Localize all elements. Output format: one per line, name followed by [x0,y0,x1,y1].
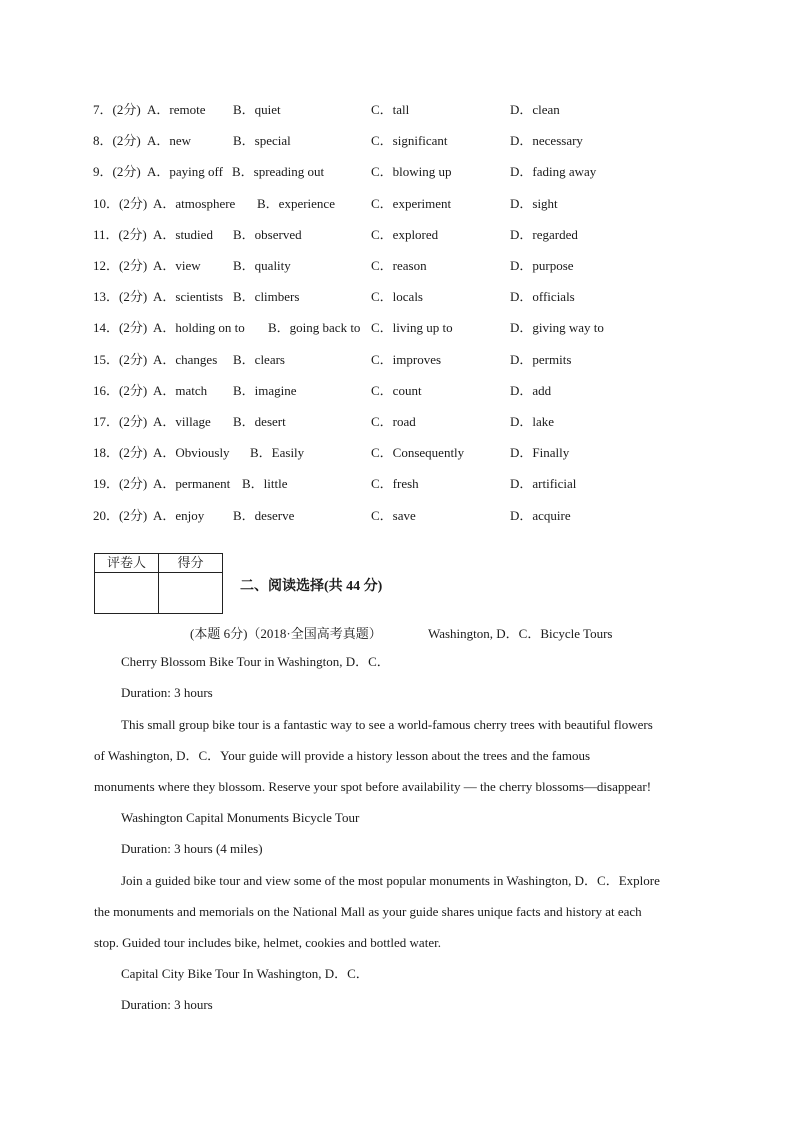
option-b: B．clears [233,352,285,367]
paragraph-line: stop. Guided tour includes bike, helmet, cookies and bottled water. [94,935,441,950]
option-b: B．special [233,133,291,148]
option-c: C．Consequently [371,445,465,460]
option-c: C．fresh [371,476,419,491]
option-d: D．giving way to [510,320,604,335]
question-row [93,163,713,181]
paragraph-line: monuments where they blossom. Reserve your spot before availability — the cherry blossoms—disappear! [94,779,652,794]
option-d: D．fading away [510,164,597,179]
option-a: A．changes [153,352,218,367]
option-b: B．spreading out [232,164,325,179]
option-c: C．living up to [371,320,453,335]
option-c: C．tall [371,102,410,117]
question-number: 16．(2分) [93,383,148,398]
option-d: D．artificial [510,476,577,491]
option-a: A．studied [153,227,213,242]
question-row [93,319,713,337]
option-b: B．going back to [268,320,361,335]
option-a: A．atmosphere [153,196,236,211]
tour-title: Cherry Blossom Bike Tour in Washington, D．C． [121,654,390,669]
option-b: B．quality [233,258,291,273]
question-row [93,351,713,369]
option-b: B．little [242,476,288,491]
option-a: A．village [153,414,211,429]
passage-title: Washington, D．C．Bicycle Tours [428,626,613,641]
score-cell[interactable] [159,573,223,614]
option-c: C．save [371,508,416,523]
paragraph-line: of Washington, D．C．Your guide will provide a history lesson about the trees and the famous [94,748,591,763]
option-b: B．desert [233,414,286,429]
question-row [93,288,713,306]
option-b: B．Easily [250,445,305,460]
paragraph-line: the monuments and memorials on the National Mall as your guide shares unique facts and history at each [94,904,642,919]
option-c: C．explored [371,227,439,242]
paragraph-line: Join a guided bike tour and view some of the most popular monuments in Washington, D．C．Explore [121,873,660,888]
reviewer-header: 评卷人 [95,554,159,573]
question-row [93,507,713,525]
source-note: (本题 6分)（2018·全国高考真题） [190,626,382,641]
option-d: D．sight [510,196,558,211]
paragraph-line: This small group bike tour is a fantastic way to see a world-famous cherry trees with beautiful flowers [121,717,653,732]
option-d: D．purpose [510,258,574,273]
tour-title: Capital City Bike Tour In Washington, D．C． [121,966,369,981]
option-d: D．regarded [510,227,578,242]
option-b: B．imagine [233,383,297,398]
option-a: A．Obviously [153,445,230,460]
option-d: D．officials [510,289,575,304]
option-a: A．permanent [153,476,231,491]
section-title: 二、阅读选择(共 44 分) [240,579,383,594]
tour-title: Washington Capital Monuments Bicycle Tour [121,810,360,825]
question-number: 18．(2分) [93,445,148,460]
option-a: A．paying off [147,164,223,179]
option-a: A．remote [147,102,206,117]
option-c: C．locals [371,289,423,304]
question-number: 15．(2分) [93,352,148,367]
question-number: 17．(2分) [93,414,148,429]
question-number: 8．(2分) [93,133,141,148]
tour-duration: Duration: 3 hours [121,685,213,700]
tour-duration: Duration: 3 hours (4 miles) [121,841,263,856]
question-row [93,195,713,213]
option-b: B．deserve [233,508,295,523]
question-number: 7．(2分) [93,102,141,117]
question-number: 9．(2分) [93,164,141,179]
question-row [93,226,713,244]
reviewer-cell[interactable] [95,573,159,614]
question-row [93,132,713,150]
option-a: A．scientists [153,289,224,304]
option-d: D．add [510,383,552,398]
question-row [93,101,713,119]
question-number: 13．(2分) [93,289,148,304]
question-number: 19．(2分) [93,476,148,491]
question-number: 12．(2分) [93,258,148,273]
score-table [94,553,223,614]
question-row [93,475,713,493]
option-c: C．road [371,414,416,429]
option-b: B．experience [257,196,335,211]
option-d: D．lake [510,414,555,429]
option-c: C．improves [371,352,442,367]
option-a: A．match [153,383,208,398]
question-row [93,257,713,275]
question-row [93,413,713,431]
option-c: C．count [371,383,422,398]
option-c: C．experiment [371,196,452,211]
question-number: 11．(2分) [93,227,147,242]
score-header: 得分 [159,554,223,573]
option-d: D．Finally [510,445,570,460]
option-b: B．climbers [233,289,300,304]
question-number: 20．(2分) [93,508,148,523]
question-number: 10．(2分) [93,196,148,211]
option-c: C．reason [371,258,427,273]
option-d: D．permits [510,352,572,367]
option-a: A．enjoy [153,508,205,523]
option-c: C．significant [371,133,448,148]
question-row [93,444,713,462]
option-d: D．acquire [510,508,571,523]
option-a: A．view [153,258,201,273]
question-row [93,382,713,400]
option-d: D．necessary [510,133,583,148]
option-c: C．blowing up [371,164,452,179]
tour-duration: Duration: 3 hours [121,997,213,1012]
option-b: B．observed [233,227,302,242]
option-b: B．quiet [233,102,281,117]
option-a: A．holding on to [153,320,245,335]
option-d: D．clean [510,102,560,117]
option-a: A．new [147,133,192,148]
question-number: 14．(2分) [93,320,148,335]
